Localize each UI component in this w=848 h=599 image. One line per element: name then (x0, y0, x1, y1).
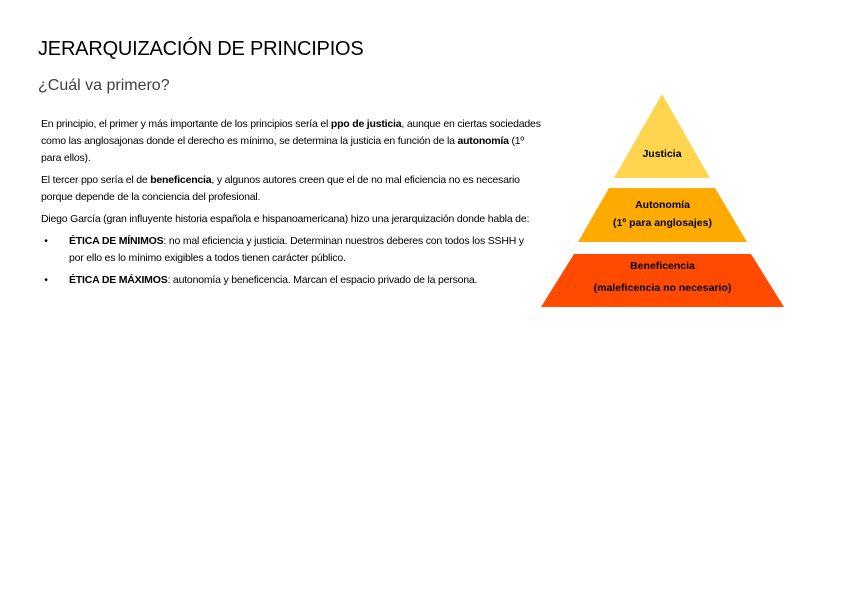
paragraph-justicia: En principio, el primer y más importante de los principios sería el ppo de justicia, aunque en ciertas sociedades como las anglosajonas donde el derecho es mínimo, se determina la justicia en función de la autonomía (1º para ellos). (41, 118, 541, 164)
principles-pyramid (540, 94, 785, 308)
paragraph-beneficencia: El tercer ppo sería el de beneficencia, y algunos autores creen que el de no mal eficiencia no es necesario porque depende de la conciencia del profesional. (41, 174, 520, 203)
bullet-icon: • (44, 235, 48, 247)
bullet-icon: • (44, 274, 48, 286)
pyramid-label-justicia: Justicia (642, 148, 682, 160)
pyramid-label-autonomia: Autonomía (635, 199, 690, 211)
pyramid-label-beneficencia: Beneficencia (630, 260, 695, 272)
pyramid-label-beneficencia-note: (maleficencia no necesario) (593, 282, 732, 294)
body-text (41, 116, 541, 294)
pyramid-label-autonomia-note: (1º para anglosajes) (613, 217, 712, 229)
list-item-maximos: • ÉTICA DE MÁXIMOS: autonomía y beneficencia. Marcan el espacio privado de la persona. (41, 272, 541, 289)
page-subtitle: ¿Cuál va primero? (38, 77, 170, 94)
ethics-list (41, 233, 541, 289)
pyramid-tier-justicia (614, 94, 710, 178)
paragraph-diego-garcia: Diego García (gran influyente historia española e hispanoamericana) hizo una jerarquización donde habla de: (41, 213, 530, 225)
page-title: JERARQUIZACIÓN DE PRINCIPIOS (38, 38, 364, 60)
list-item-minimos: • ÉTICA DE MÍNIMOS: no mal eficiencia y justicia. Determinan nuestros deberes con todos los SSHH y por ello es lo mínimo exigibles a todos tienen carácter público. (41, 233, 541, 267)
